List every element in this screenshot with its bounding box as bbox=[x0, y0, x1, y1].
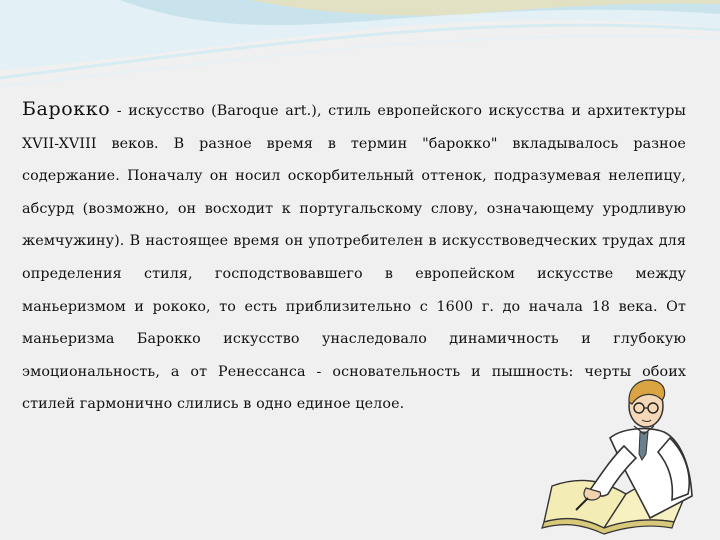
wave-decoration bbox=[0, 0, 720, 90]
term-heading: Барокко bbox=[22, 98, 111, 120]
definition-text: - искусство (Baroque art.), стиль европейского искусства и архитектуры XVII-XVIII веков. В разное время в термин "барокко" вкладывалось разное содержание. Поначалу он носил оскорбительный оттенок, подразумевая нелепицу, абсурд (возможно, он восходит к португальскому слову, означающему уродливую жемчужину). В настоящее время он употребителен в искусствоведческих трудах для определения стиля, господствовавшего в европейском искусстве между маньеризмом и рококо, то есть приблизительно с 1600 г. до начала 18 века. От маньеризма Барокко искусство унаследовало динамичность и глубокую эмоциональность, а от Ренессанса - основательность и пышность: черты обоих стилей гармонично слились в одно единое целое. bbox=[22, 103, 686, 413]
scholar-writing-icon bbox=[540, 368, 720, 540]
